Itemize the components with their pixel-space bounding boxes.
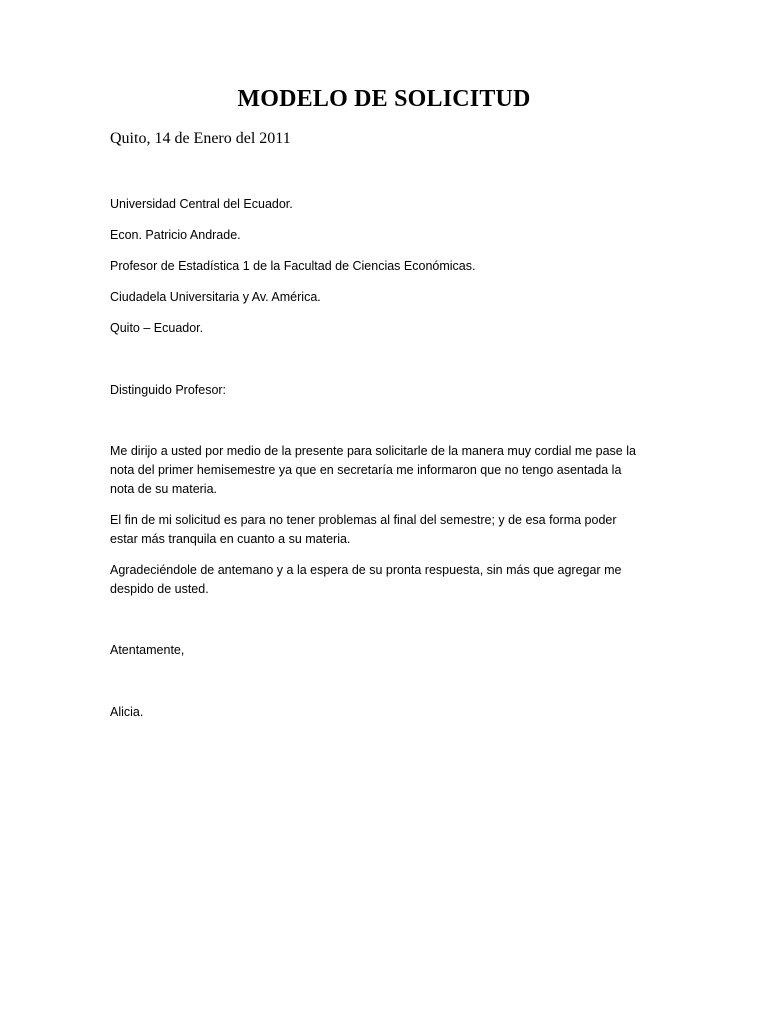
paragraph-line: despido de usted. xyxy=(110,582,209,596)
paragraph-line: Agradeciéndole de antemano y a la espera de su pronta respuesta, sin más que agregar me xyxy=(110,563,622,577)
body-paragraph-1 xyxy=(110,442,660,499)
closing: Atentamente, xyxy=(110,643,185,657)
recipient-address: Ciudadela Universitaria y Av. América. xyxy=(110,290,321,304)
recipient-city: Quito – Ecuador. xyxy=(110,321,204,335)
recipient-name: Econ. Patricio Andrade. xyxy=(110,228,241,242)
salutation: Distinguido Profesor: xyxy=(110,383,227,397)
body-paragraph-3 xyxy=(110,561,660,599)
paragraph-line: Me dirijo a usted por medio de la presente para solicitarle de la manera muy cordial me pase la xyxy=(110,444,636,458)
paragraph-line: nota de su materia. xyxy=(110,482,218,496)
recipient-institution: Universidad Central del Ecuador. xyxy=(110,197,293,211)
paragraph-line: estar más tranquila en cuanto a su materia. xyxy=(110,532,351,546)
body-paragraph-2 xyxy=(110,511,660,549)
letter-date: Quito, 14 de Enero del 2011 xyxy=(110,130,291,147)
document-title: MODELO DE SOLICITUD xyxy=(237,86,531,112)
recipient-position: Profesor de Estadística 1 de la Facultad de Ciencias Económicas. xyxy=(110,259,476,273)
paragraph-line: El fin de mi solicitud es para no tener problemas al final del semestre; y de esa forma poder xyxy=(110,513,617,527)
signature: Alicia. xyxy=(110,705,144,719)
paragraph-line: nota del primer hemisemestre ya que en secretaría me informaron que no tengo asentada la xyxy=(110,463,622,477)
